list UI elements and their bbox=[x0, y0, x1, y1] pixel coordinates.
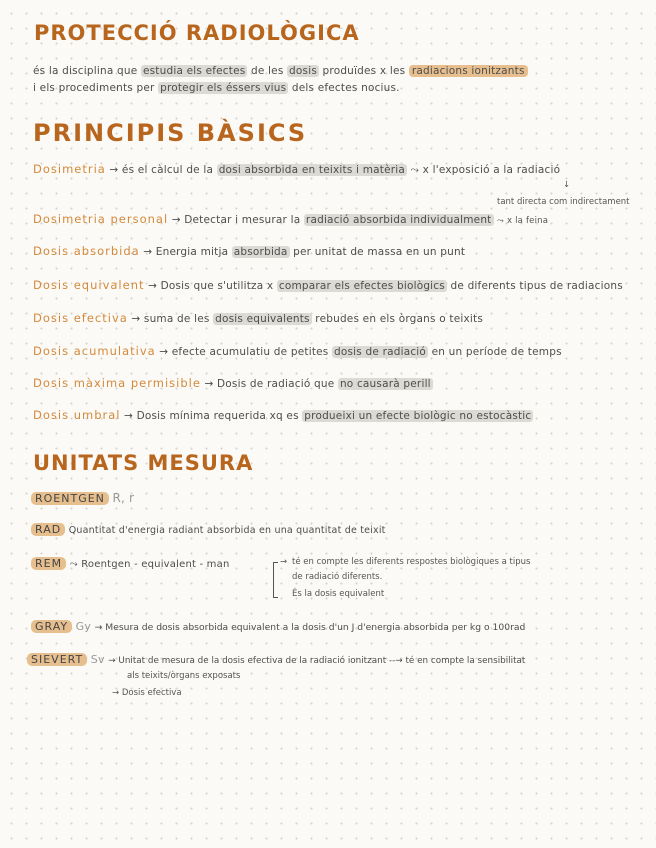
principle-row bbox=[33, 408, 533, 422]
principle-term: Dosimetria bbox=[33, 162, 106, 176]
principle-text: → Dosis mínima requerida xq es bbox=[124, 410, 299, 422]
unit-text: ⤳ Roentgen - equivalent - man bbox=[69, 559, 230, 570]
principle-text: → suma de les bbox=[131, 313, 210, 325]
section-title-proteccio: PROTECCIÓ RADIOLÒGICA bbox=[34, 21, 360, 45]
unit-label: RAD bbox=[31, 523, 65, 536]
principle-text: per unitat de massa en un punt bbox=[293, 246, 466, 258]
highlight-text: estudia els efectes bbox=[142, 65, 246, 77]
sievert-detail: → Dosis efectiva bbox=[112, 688, 182, 698]
principle-row bbox=[33, 311, 483, 325]
sievert-detail: als teixits/òrgans exposats bbox=[127, 671, 241, 681]
unit-text: Quantitat d'energia radiant absorbida en una quantitat de teixit bbox=[68, 525, 386, 536]
highlight-text: no causarà perill bbox=[339, 378, 431, 390]
unit-row-gray bbox=[31, 620, 525, 633]
rem-detail: de radiació diferents. bbox=[292, 572, 383, 582]
highlight-text: radiació absorbida individualment bbox=[305, 214, 492, 226]
unit-row-rad bbox=[31, 523, 386, 536]
unit-row-roentgen bbox=[31, 491, 134, 505]
down-arrow-icon: ↓ bbox=[563, 180, 571, 190]
principle-term: Dosis efectiva bbox=[33, 311, 128, 325]
intro-text: dels efectes nocius. bbox=[291, 82, 400, 94]
principle-row bbox=[33, 244, 465, 258]
principle-note: tant directa com indirectament bbox=[497, 197, 630, 207]
unit-symbol: R, r bbox=[112, 491, 135, 505]
principle-text: de diferents tipus de radiacions bbox=[450, 280, 623, 292]
principle-text: rebudes en els òrgans o teixits bbox=[315, 313, 484, 325]
intro-line-2 bbox=[33, 82, 400, 94]
principle-text: en un període de temps bbox=[431, 346, 562, 358]
section-title-principis: PRINCIPIS BÀSICS bbox=[33, 119, 308, 147]
principle-text: → efecte acumulatiu de petites bbox=[159, 346, 329, 358]
principle-term: Dosimetria personal bbox=[33, 212, 169, 226]
unit-label: ROENTGEN bbox=[31, 492, 109, 505]
highlight-text: produeixi un efecte biològic no estocàstic bbox=[304, 410, 532, 422]
intro-text: és la disciplina que bbox=[33, 65, 138, 77]
principle-text: ⤳ x la feina bbox=[497, 216, 549, 226]
unit-row-sievert bbox=[27, 653, 525, 666]
rem-detail: té en compte les diferents respostes biològiques a tipus bbox=[292, 557, 531, 567]
rem-detail: És la dosis equivalent bbox=[292, 589, 385, 599]
highlight-text: protegir els éssers vius bbox=[160, 82, 287, 94]
highlight-text: absorbida bbox=[233, 246, 288, 258]
intro-text: de les bbox=[250, 65, 284, 77]
bracket-line bbox=[273, 562, 278, 598]
highlight-orange-text: radiacions ionitzants bbox=[409, 65, 528, 77]
principle-term: Dosis equivalent bbox=[33, 278, 145, 292]
principle-term: Dosis absorbida bbox=[33, 244, 140, 258]
principle-text: → és el càlcul de la bbox=[109, 164, 214, 176]
principle-row bbox=[33, 212, 548, 226]
highlight-text: dosis de radiació bbox=[334, 346, 427, 358]
principle-text: → Detectar i mesurar la bbox=[171, 214, 301, 226]
highlight-text: dosis equivalents bbox=[215, 313, 310, 325]
unit-text: → Unitat de mesura de la dosis efectiva de la radiació ionitzant --→ té en compte la sensibilitat bbox=[108, 656, 526, 666]
unit-label: SIEVERT bbox=[27, 653, 87, 666]
highlight-text: dosi absorbida en teixits i matèria bbox=[218, 164, 405, 176]
unit-label: GRAY bbox=[31, 620, 72, 633]
highlight-text: dosis bbox=[289, 65, 317, 77]
principle-text: → Dosis que s'utilitza x bbox=[148, 280, 274, 292]
intro-text: x les bbox=[379, 65, 406, 77]
arrow-icon: → bbox=[280, 557, 288, 567]
principle-text: ⤳ x l'exposició a la radiació bbox=[410, 164, 561, 176]
unit-text: → Mesura de dosis absorbida equivalent a la dosis d'un J d'energia absorbida per kg o 100rad bbox=[94, 622, 526, 633]
principle-term: Dosis umbral bbox=[33, 408, 121, 422]
unit-row-rem bbox=[31, 557, 229, 570]
principle-text: → Energia mitja bbox=[143, 246, 229, 258]
intro-text: i els procediments per bbox=[33, 82, 155, 94]
principle-term: Dosis màxima permisible bbox=[33, 376, 201, 390]
unit-symbol: Sv bbox=[90, 653, 105, 666]
unit-symbol: Gy bbox=[75, 620, 92, 633]
principle-row bbox=[33, 278, 623, 292]
intro-text: produïdes bbox=[322, 65, 377, 77]
principle-row bbox=[33, 162, 560, 177]
intro-line-1 bbox=[33, 65, 528, 77]
highlight-text: comparar els efectes biològics bbox=[278, 280, 445, 292]
principle-term: Dosis acumulativa bbox=[33, 344, 156, 358]
principle-row bbox=[33, 376, 433, 390]
section-title-unitats: UNITATS MESURA bbox=[33, 451, 254, 475]
principle-text: → Dosis de radiació que bbox=[204, 378, 335, 390]
unit-label: REM bbox=[31, 557, 66, 570]
principle-row bbox=[33, 344, 562, 358]
